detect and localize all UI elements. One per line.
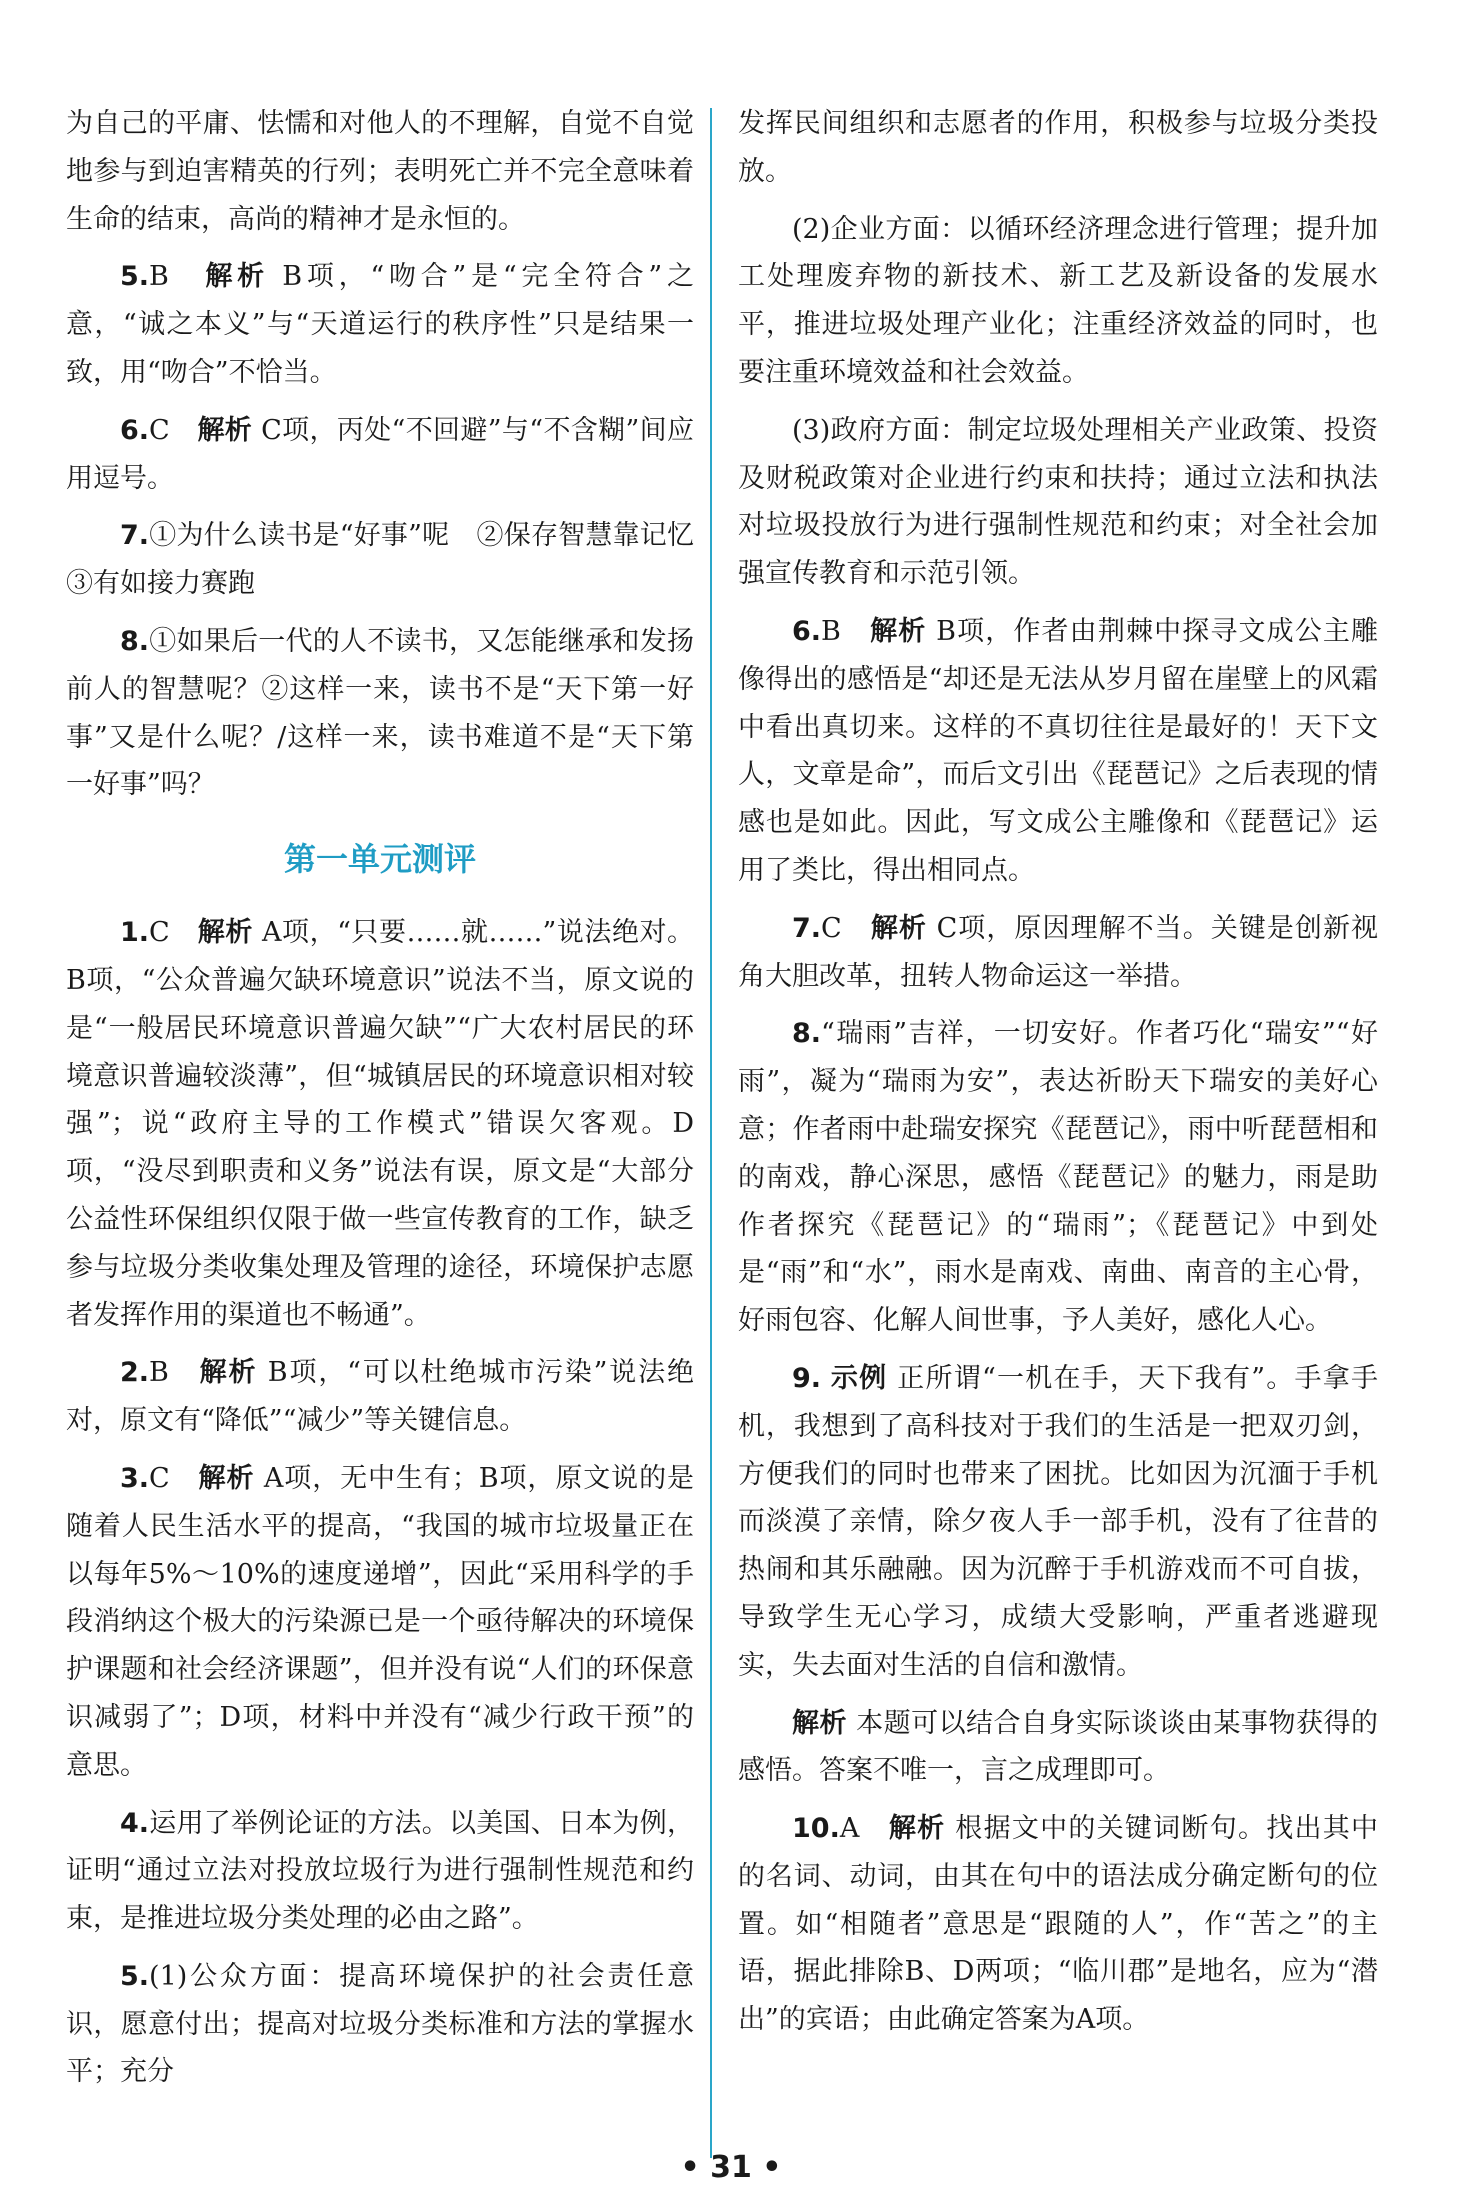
analysis-label: 解析 bbox=[888, 1813, 946, 1845]
answer-item-5 bbox=[66, 253, 694, 396]
item-number: 10. bbox=[792, 1813, 840, 1845]
analysis-text: B项，“可以杜绝城市污染”说法绝对，原文有“降低”“减少”等关键信息。 bbox=[66, 1357, 695, 1437]
analysis-text: A项，“只要……就……”说法绝对。B项，“公众普遍欠缺环境意识”说法不当，原文说的是“一般居民环境意识普遍欠缺”“广大农村居民的环境意识普遍较淡薄”，但“城镇居民的环境意识相对较强”；说“政府主导的工作模式”错误欠客观。D项，“没尽到职责和义务”说法有误，原文是“大部分公益性环保组织仅限于做一些宣传教育的工作，缺乏参与垃圾分类收集处理及管理的途径，环境保护志愿者发挥作用的渠道也不畅通”。 bbox=[66, 917, 695, 1331]
answer-item-7 bbox=[66, 512, 721, 608]
item-number: 8. bbox=[792, 1018, 822, 1050]
analysis-label: 解析 bbox=[792, 1707, 847, 1739]
analysis-label: 解析 bbox=[197, 917, 253, 949]
analysis-text: C项，原因理解不当。关键是创新视角大胆改革，扭转人物命运这一举措。 bbox=[738, 912, 1378, 992]
item-number: 8. bbox=[120, 625, 150, 657]
answer-text: ①如果后一代的人不读书，又怎能继承和发扬前人的智慧呢？②这样一来，读书不是“天下第一好事”又是什么呢？/这样一来，读书难道不是“天下第一好事”吗？ bbox=[66, 625, 694, 801]
paragraph-government: (3)政府方面：制定垃圾处理相关产业政策、投资及财税政策对企业进行约束和扶持；通过立法和执法对垃圾投放行为进行强制性规范和约束；对全社会加强宣传教育和示范引领。 bbox=[738, 414, 1378, 590]
answer-text: 运用了举例论证的方法。以美国、日本为例，证明“通过立法对投放垃圾行为进行强制性规范和约束，是推进垃圾分类处理的必由之路”。 bbox=[66, 1807, 694, 1935]
answer-text: (1)公众方面：提高环境保护的社会责任意识，愿意付出；提高对垃圾分类标准和方法的掌握水平；充分 bbox=[66, 1960, 694, 2088]
unit-answer-1 bbox=[66, 909, 694, 1339]
answer-letter: C bbox=[149, 917, 170, 949]
left-column bbox=[66, 100, 721, 2106]
item-number: 6. bbox=[120, 414, 150, 446]
unit-answer-3 bbox=[66, 1455, 694, 1790]
analysis-text: B项，作者由荆棘中探寻文成公主雕像得出的感悟是“却还是无法从岁月留在崖壁上的风霜中看出真切来。这样的不真切往往是最好的！天下文人，文章是命”，而后文引出《琵琶记》之后表现的情感也是如此。因此，写文成公主雕像和《琵琶记》运用了类比，得出相同点。 bbox=[738, 615, 1379, 886]
unit-answer-9 bbox=[738, 1355, 1378, 1690]
item-number: 7. bbox=[792, 912, 822, 944]
example-text: 正所谓“一机在手，天下我有”。手拿手机，我想到了高科技对于我们的生活是一把双刃剑，方便我们的同时也带来了困扰。比如因为沉湎于手机而淡漠了亲情，除夕夜人手一部手机，没有了往昔的热闹和其乐融融。因为沉醉于手机游戏而不可自拔，导致学生无心学习，成绩大受影响，严重者逃避现实，失去面对生活的自信和激情。 bbox=[738, 1362, 1378, 1681]
analysis-label: 解析 bbox=[197, 414, 253, 446]
analysis-label: 解析 bbox=[199, 1357, 258, 1389]
item-number: 9. bbox=[792, 1362, 822, 1394]
example-label: 示例 bbox=[830, 1362, 888, 1394]
unit-answer-4 bbox=[66, 1800, 694, 1943]
answer-letter: B bbox=[149, 1357, 169, 1389]
paragraph-continued: 发挥民间组织和志愿者的作用，积极参与垃圾分类投放。 bbox=[738, 108, 1378, 187]
answer-text: ①为什么读书是“好事”呢 ②保存智慧靠记忆 ③有如接力赛跑 bbox=[66, 520, 721, 600]
unit-answer-7 bbox=[738, 905, 1378, 1001]
column-divider bbox=[710, 108, 712, 2158]
unit-answer-10 bbox=[738, 1805, 1378, 2044]
right-column bbox=[738, 100, 1378, 2054]
paragraph-continued: 为自己的平庸、怯懦和对他人的不理解，自觉不自觉地参与到迫害精英的行列；表明死亡并不完全意味着生命的结束，高尚的精神才是永恒的。 bbox=[66, 108, 694, 235]
analysis-text: B项，“吻合”是“完全符合”之意，“诚之本义”与“天道运行的秩序性”只是结果一致，用“吻合”不恰当。 bbox=[66, 261, 695, 388]
unit-answer-8 bbox=[738, 1010, 1378, 1345]
analysis-text: 本题可以结合自身实际谈谈由某事物获得的感悟。答案不唯一，言之成理即可。 bbox=[738, 1707, 1378, 1787]
item-number: 5. bbox=[120, 1960, 150, 1992]
answer-item-8 bbox=[66, 618, 694, 809]
unit-answer-5 bbox=[66, 1953, 694, 2096]
analysis-label: 解析 bbox=[870, 912, 927, 944]
item-number: 6. bbox=[792, 615, 822, 647]
answer-letter: B bbox=[149, 261, 169, 293]
answer-letter: C bbox=[149, 414, 170, 446]
item-number: 4. bbox=[120, 1807, 150, 1839]
analysis-text: A项，无中生有；B项，原文说的是随着人民生活水平的提高，“我国的城市垃圾量正在以每年5%～10%的速度递增”，因此“采用科学的手段消纳这个极大的污染源已是一个亟待解决的环境保护课题和社会经济课题”，但并没有说“人们的环保意识减弱了”；D项，材料中并没有“减少行政干预”的意思。 bbox=[66, 1462, 694, 1781]
page-number: • 31 • bbox=[680, 2150, 782, 2185]
item-number: 3. bbox=[120, 1462, 150, 1494]
analysis-label: 解析 bbox=[205, 261, 269, 293]
item-number: 2. bbox=[120, 1357, 150, 1389]
answer-letter: A bbox=[839, 1813, 860, 1845]
item-number: 1. bbox=[120, 917, 150, 949]
answer-letter: B bbox=[821, 615, 841, 647]
analysis-label: 解析 bbox=[870, 615, 927, 647]
answer-text: “瑞雨”吉祥，一切安好。作者巧化“瑞安”“好雨”，凝为“瑞雨为安”，表达祈盼天下瑞安的美好心意；作者雨中赴瑞安探究《琵琶记》，雨中听琵琶相和的南戏，静心深思，感悟《琵琶记》的魅力，雨是助作者探究《琵琶记》的“瑞雨”；《琵琶记》中到处是“雨”和“水”，雨水是南戏、南曲、南音的主心骨，好雨包容、化解人间世事，予人美好，感化人心。 bbox=[738, 1018, 1378, 1337]
item-number: 5. bbox=[120, 261, 150, 293]
analysis-label: 解析 bbox=[198, 1462, 255, 1494]
analysis-text: 根据文中的关键词断句。找出其中的名词、动词，由其在句中的语法成分确定断句的位置。如“相随者”意思是“跟随的人”，作“苦之”的主语，据此排除B、D两项；“临川郡”是地名，应为“潜出”的宾语；由此确定答案为A项。 bbox=[738, 1813, 1379, 2036]
answer-letter: C bbox=[821, 912, 842, 944]
unit-answer-2 bbox=[66, 1349, 694, 1445]
section-title: 第一单元测评 bbox=[283, 840, 476, 879]
paragraph-enterprise: (2)企业方面：以循环经济理念进行管理；提升加工处理废弃物的新技术、新工艺及新设备的发展水平，推进垃圾处理产业化；注重经济效益的同时，也要注重环境效益和社会效益。 bbox=[738, 213, 1378, 388]
answer-letter: C bbox=[149, 1462, 170, 1494]
answer-item-6 bbox=[66, 407, 694, 503]
analysis-text: C项，丙处“不回避”与“不含糊”间应用逗号。 bbox=[66, 414, 695, 494]
unit-answer-9-analysis bbox=[738, 1700, 1378, 1796]
unit-answer-6 bbox=[738, 608, 1378, 895]
item-number: 7. bbox=[120, 520, 150, 552]
